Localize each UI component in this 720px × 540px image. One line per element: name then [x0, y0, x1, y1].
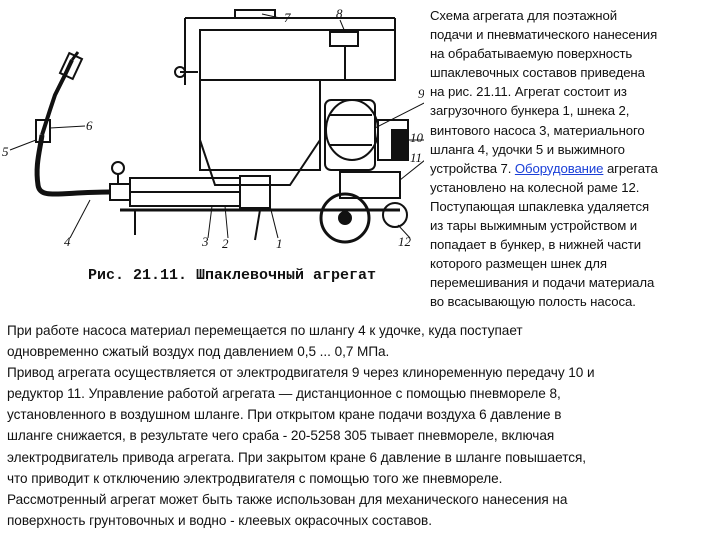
equipment-figure: [0, 0, 424, 312]
side-line: шпаклевочных составов приведена: [430, 65, 645, 81]
side-line-suffix: агрегата: [603, 160, 658, 176]
body-line: Рассмотренный агрегат может быть также использован для механического нанесения на: [7, 491, 568, 507]
body-line: электродвигатель привода агрегата. При закрытом кране 6 давление в шланге повышается,: [7, 449, 587, 465]
side-line: шланга 4, удочки 5 и выжимного: [430, 141, 625, 157]
body-line: Привод агрегата осуществляется от электродвигателя 9 через клиноременную передачу 10 и: [7, 365, 595, 381]
side-line: из тары выжимным устройством и: [430, 218, 638, 234]
body-line: поверхность грунтовочных и водно - клеевых окрасочных составов.: [7, 512, 432, 528]
label-1: 1: [276, 236, 283, 251]
side-line: на обрабатываемую поверхность: [430, 46, 633, 62]
body-line: что приводит к отключению электродвигателя с помощью того же пневмореле.: [7, 470, 503, 486]
label-10: 10: [410, 130, 423, 145]
plastering-unit-drawing: [0, 0, 424, 312]
label-7: 7: [284, 10, 291, 25]
body-line: одновременно сжатый воздух под давлением 0,5 ... 0,7 МПа.: [7, 344, 390, 360]
side-line: загрузочного бункера 1, шнека 2,: [430, 103, 630, 119]
body-line: установленного в воздушном шланге. При открытом кране подачи воздуха 6 давление в: [7, 407, 562, 423]
material-hose: [37, 135, 110, 194]
side-line: которого размещен шнек для: [430, 256, 607, 272]
side-line: на рис. 21.11. Агрегат состоит из: [430, 84, 627, 100]
label-6: 6: [86, 118, 93, 133]
pneumatic-relay: [330, 32, 358, 46]
side-line: винтового насоса 3, материального: [430, 122, 645, 138]
label-8: 8: [336, 6, 343, 21]
side-paragraph: [430, 6, 714, 312]
side-line: Схема агрегата для поэтажной: [430, 8, 617, 23]
hopper-top: [200, 30, 395, 80]
label-2: 2: [222, 236, 229, 251]
hopper-body: [200, 80, 320, 170]
figure-caption: Рис. 21.11. Шпаклевочный агрегат: [88, 267, 377, 284]
label-9: 9: [418, 86, 424, 101]
label-4: 4: [64, 234, 71, 249]
side-line-prefix: устройства 7.: [430, 160, 515, 176]
equipment-link[interactable]: Оборудование: [514, 160, 604, 176]
label-5: 5: [2, 144, 9, 159]
side-line: Поступающая шпаклевка удаляется: [430, 198, 650, 214]
side-line: подачи и пневматического нанесения: [430, 27, 658, 43]
body-line: редуктор 11. Управление работой агрегата — дистанционное с помощью пневмореле 8,: [7, 386, 561, 402]
label-3: 3: [202, 234, 209, 249]
label-11: 11: [410, 150, 423, 165]
side-line: попадает в бункер, в нижней части: [430, 237, 641, 253]
side-line: перемешивания и подачи материала: [430, 275, 655, 291]
side-line-with-link: [430, 159, 714, 178]
side-line: во всасывающую полость насоса.: [430, 294, 636, 310]
body-line: При работе насоса материал перемещается по шлангу 4 к удочке, куда поступает: [7, 323, 523, 338]
body-paragraph: [7, 320, 713, 531]
spray-wand: [42, 60, 72, 135]
label-12: 12: [398, 234, 411, 249]
body-line: шланге снижается, в результате чего сраба - 20-5258 305 тывает пневмореле, включая: [7, 428, 555, 444]
side-line: установлено на колесной раме 12.: [430, 179, 640, 195]
